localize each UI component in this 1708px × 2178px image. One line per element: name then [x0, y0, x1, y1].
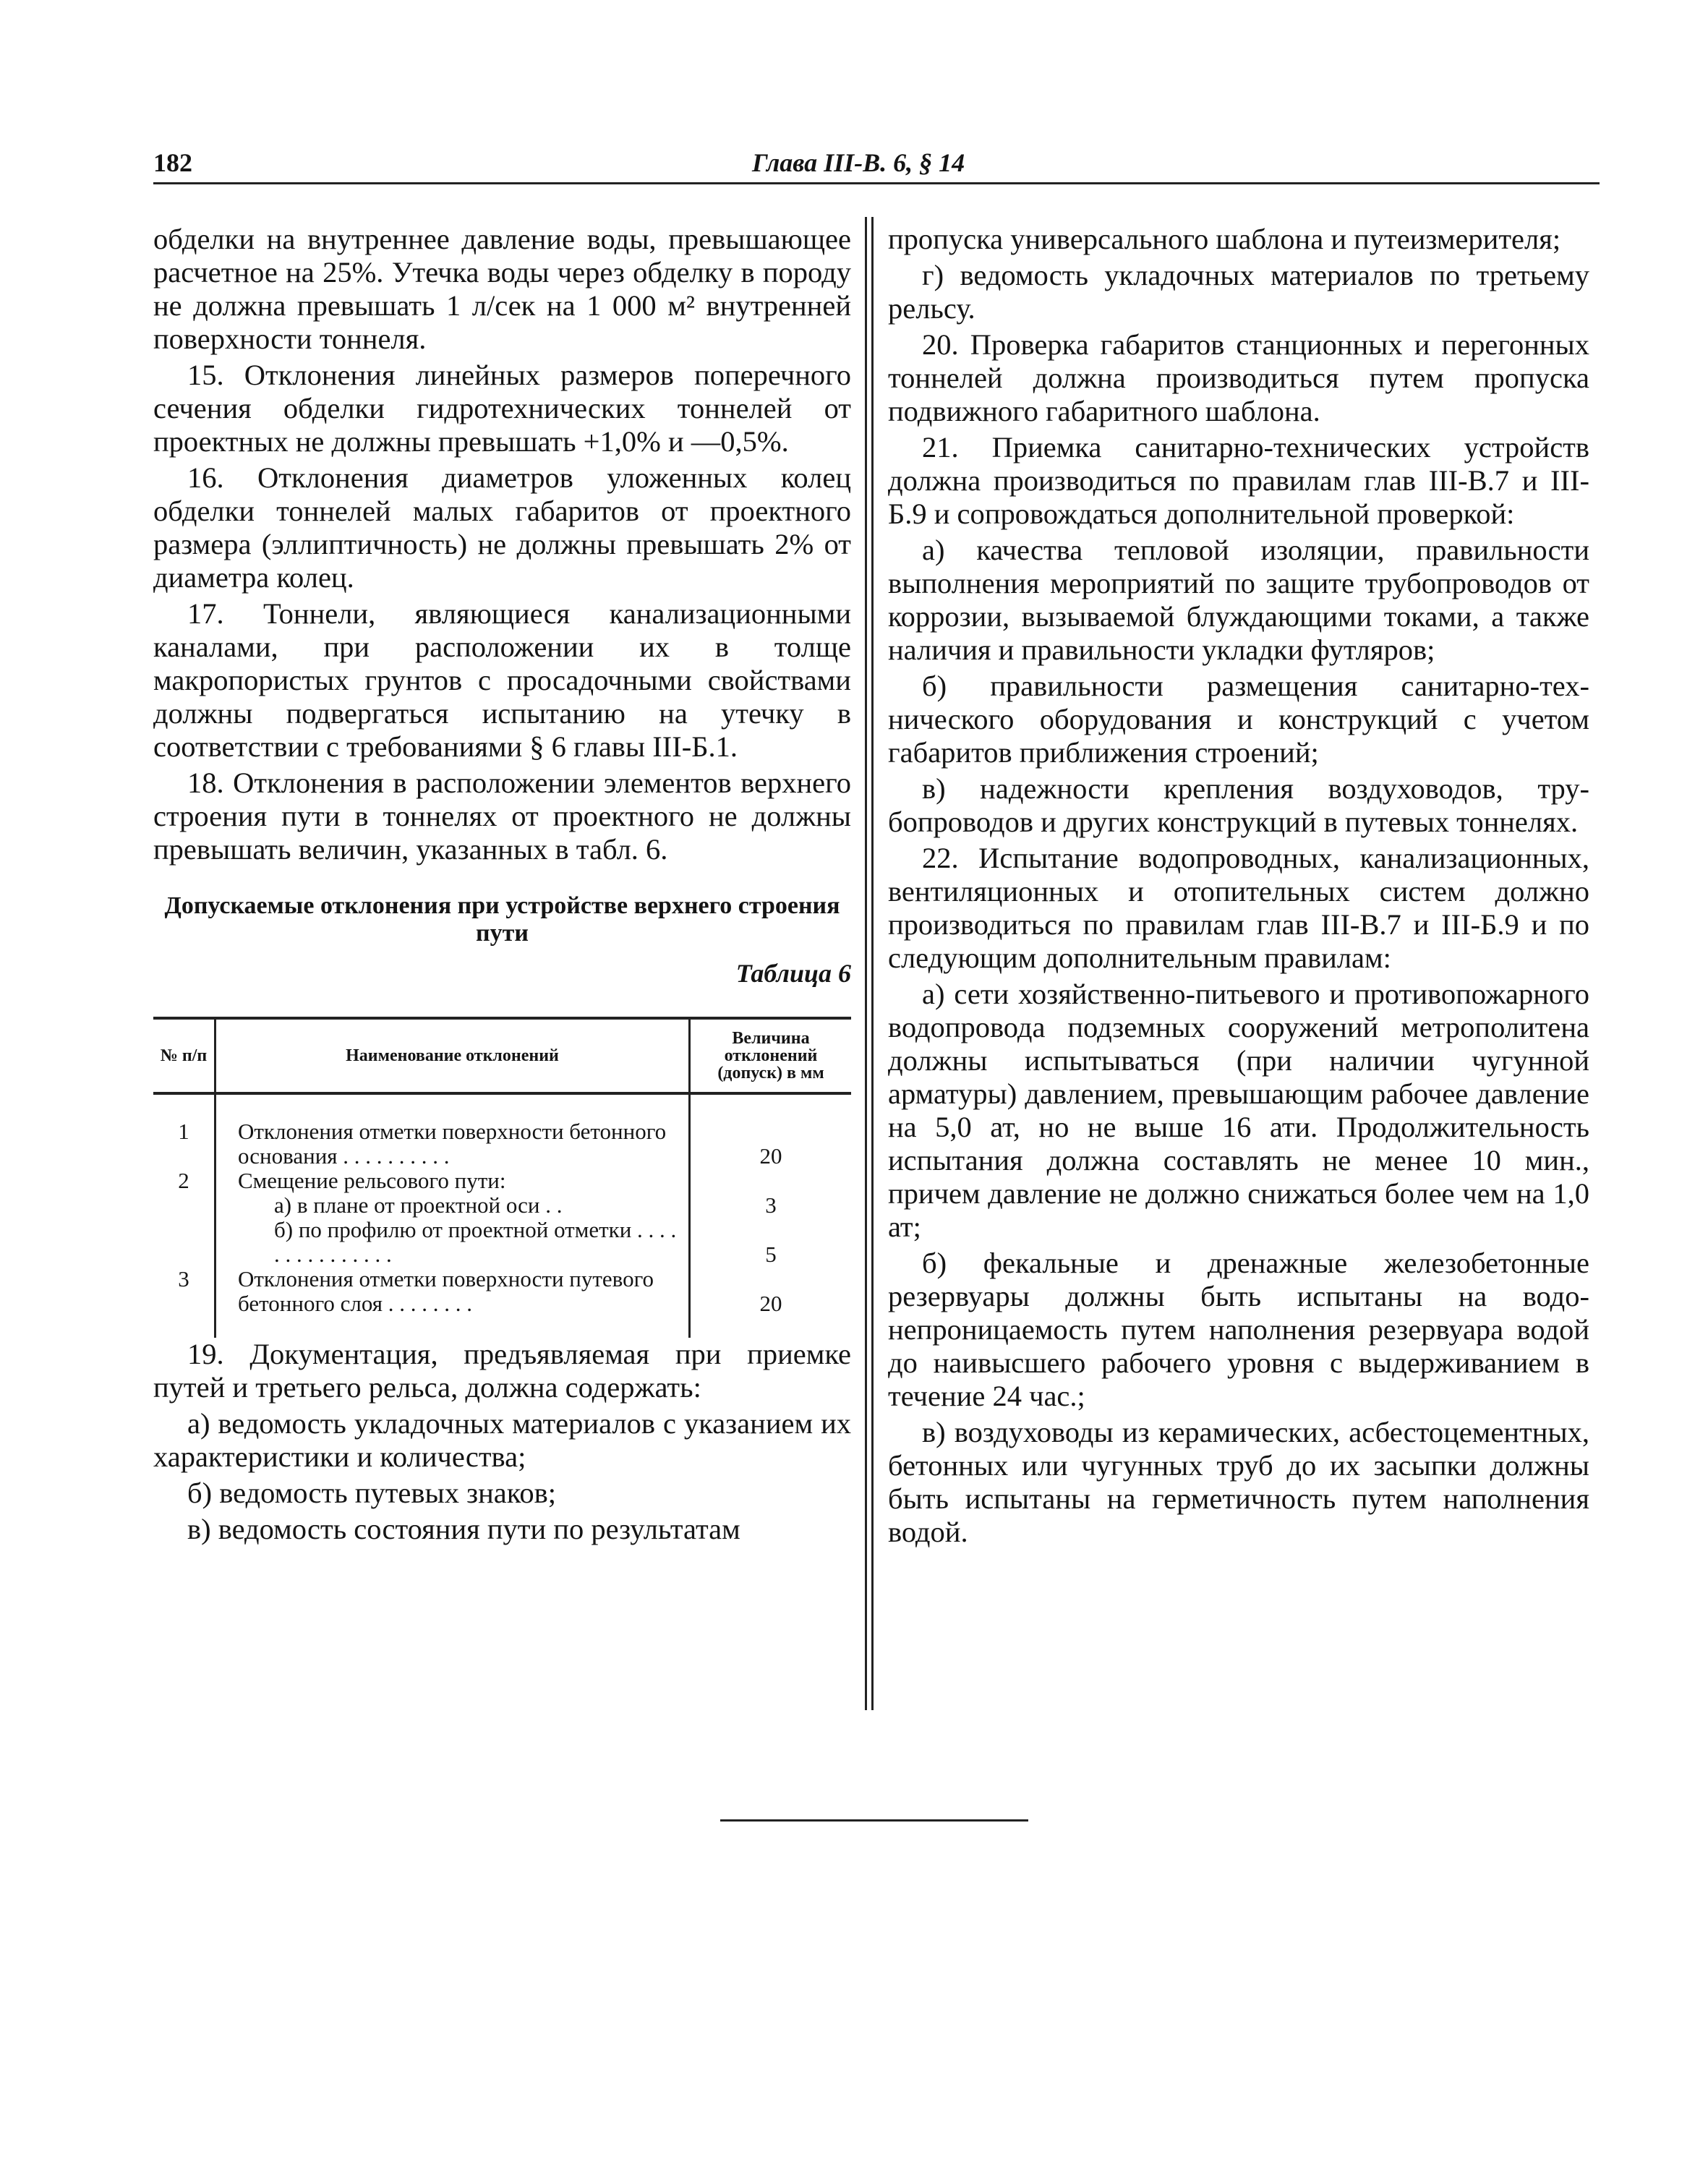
- page-number: 182: [153, 148, 192, 177]
- table-row: [153, 1218, 851, 1267]
- header-value: Величина отклонений (допуск) в мм: [690, 1018, 852, 1093]
- paragraph-19-g: г) ведомость укладочных материалов по третьему рельсу.: [888, 259, 1589, 325]
- row-value: 20: [759, 1291, 782, 1316]
- row-value: 20: [759, 1143, 782, 1169]
- paragraph-19: 19. Документация, предъявляемая при приемке путей и третьего рельса, должна содержать:: [153, 1338, 851, 1404]
- row-number: [153, 1193, 215, 1218]
- paragraph-22: 22. Испытание водопроводных, канализационных, вентиляционных и отопительных систем должно производиться по правилам глав III-В.7 и III-Б.9 и по следующим дополнительным правилам:: [888, 842, 1589, 974]
- row-number: 1: [178, 1119, 189, 1144]
- row-number: 3: [178, 1266, 189, 1291]
- deviations-table: [153, 1017, 851, 1338]
- paragraph-22-c: в) воздуховоды из керамических, асбестоцементных, бетонных или чугунных труб до их засыпки должны быть испытаны на герметичность путем наполнения водой.: [888, 1416, 1589, 1548]
- header-number: № п/п: [153, 1018, 215, 1093]
- paragraph-16: 16. Отклонения диаметров уложенных колец обделки тоннелей малых габаритов от проектного размера (эллиптичность) не должны превышать 2% от диаметра колец.: [153, 461, 851, 594]
- paragraph-19-c: в) ведомость состояния пути по результатам: [187, 1513, 740, 1545]
- running-head: Глава III-В. 6, § 14: [752, 148, 965, 177]
- footer-rule: [720, 1819, 1028, 1822]
- paragraph-21-a: а) качества тепловой изоляции, правильности выполнения мероприятий по защите трубопроводов от коррозии, вызываемой блуждающими токами, а также наличия и правильности укладки футляров;: [888, 534, 1589, 666]
- paragraph-19-continued: пропуска универсального шаблона и путеизмерителя;: [888, 223, 1561, 255]
- table-row: [153, 1267, 851, 1338]
- row-number: [153, 1218, 215, 1267]
- row-name: Отклонения отметки поверхности путевого бетонного слоя . . . . . . . .: [215, 1267, 690, 1338]
- table-row: [153, 1169, 851, 1193]
- row-name: а) в плане от проектной оси . .: [215, 1193, 690, 1218]
- paragraph-17: 17. Тоннели, являющиеся канализационными каналами, при расположении их в толще макропористых грунтов с просадочными свойствами должны подвергаться испытанию на утечку в соответствии с требованиями § 6 главы III-Б.1.: [153, 597, 851, 763]
- paragraph-continued: обделки на внутреннее давление воды, превышающее расчетное на 25%. Утечка воды через обделку в породу не должна превышать 1 л/сек на 1 000 м² внутренней поверхности тоннеля.: [153, 223, 851, 355]
- right-column: [888, 223, 1589, 1552]
- row-name: б) по профилю от проектной отметки . . . . . . . . . . . . . . .: [215, 1218, 690, 1267]
- paragraph-21-c: в) надежности крепления воздуховодов, трубопроводов и других конструкций в путевых тоннелях.: [888, 772, 1589, 838]
- column-divider: [871, 217, 874, 1710]
- paragraph-19-b: б) ведомость путевых знаков;: [187, 1477, 556, 1509]
- header-name: Наименование отклонений: [215, 1018, 690, 1093]
- row-value: 5: [765, 1242, 777, 1267]
- paragraph-20: 20. Проверка габаритов станционных и перегонных тоннелей должна производиться путем пропуска подвижного габаритного шаблона.: [888, 328, 1589, 427]
- table-title: Допускаемые отклонения при устройстве верхнего строения пути: [164, 892, 840, 947]
- row-name: Смещение рельсового пути:: [215, 1169, 690, 1193]
- row-name: Отклонения отметки поверхности бетонного основания . . . . . . . . . .: [215, 1093, 690, 1169]
- row-value: [690, 1169, 852, 1193]
- table-row: [153, 1093, 851, 1169]
- header-rule: [153, 182, 1600, 184]
- paragraph-19-a: а) ведомость укладочных материалов с указанием их характеристики и количества;: [153, 1407, 851, 1473]
- row-number: 2: [178, 1168, 189, 1193]
- paragraph-18: 18. Отклонения в расположении элементов верхнего строения пути в тоннелях от проектного не должны превышать величин, указанных в табл. 6.: [153, 766, 851, 866]
- table-header-row: [153, 1018, 851, 1093]
- table-label: Таблица 6: [735, 959, 851, 988]
- paragraph-21: 21. Приемка санитарно-технических устройств должна производиться по правилам глав III-В.7 и III-Б.9 и сопровождаться дополнительной проверкой:: [888, 431, 1589, 530]
- paragraph-15: 15. Отклонения линейных размеров поперечного сечения обделки гидротехнических тоннелей от проектных не должны превышать +1,0% и —0,5%.: [153, 359, 851, 458]
- table-row: [153, 1193, 851, 1218]
- paragraph-21-b: б) правильности размещения санитарно-технического оборудования и конструкций с учетом габаритов приближения строений;: [888, 670, 1589, 769]
- paragraph-22-a: а) сети хозяйственно-питьевого и противопожарного водопровода подземных сооружений метрополитена должны испытываться (при наличии чугунной арматуры) давлением, превышающим рабочее давление на 5,0 ат, но не выше 16 ати. Продолжительность испытания должна составлять не менее 10 мин., причем давление не должно снижаться более чем на 1,0 ат;: [888, 978, 1589, 1243]
- paragraph-22-b: б) фекальные и дренажные железобетонные резервуары должны быть испытаны на водонепроницаемость путем наполнения резервуара водой до наивысшего рабочего уровня с выдерживанием в течение 24 час.;: [888, 1247, 1589, 1412]
- left-column: [153, 223, 851, 1549]
- column-divider: [865, 217, 867, 1710]
- row-value: 3: [765, 1192, 777, 1218]
